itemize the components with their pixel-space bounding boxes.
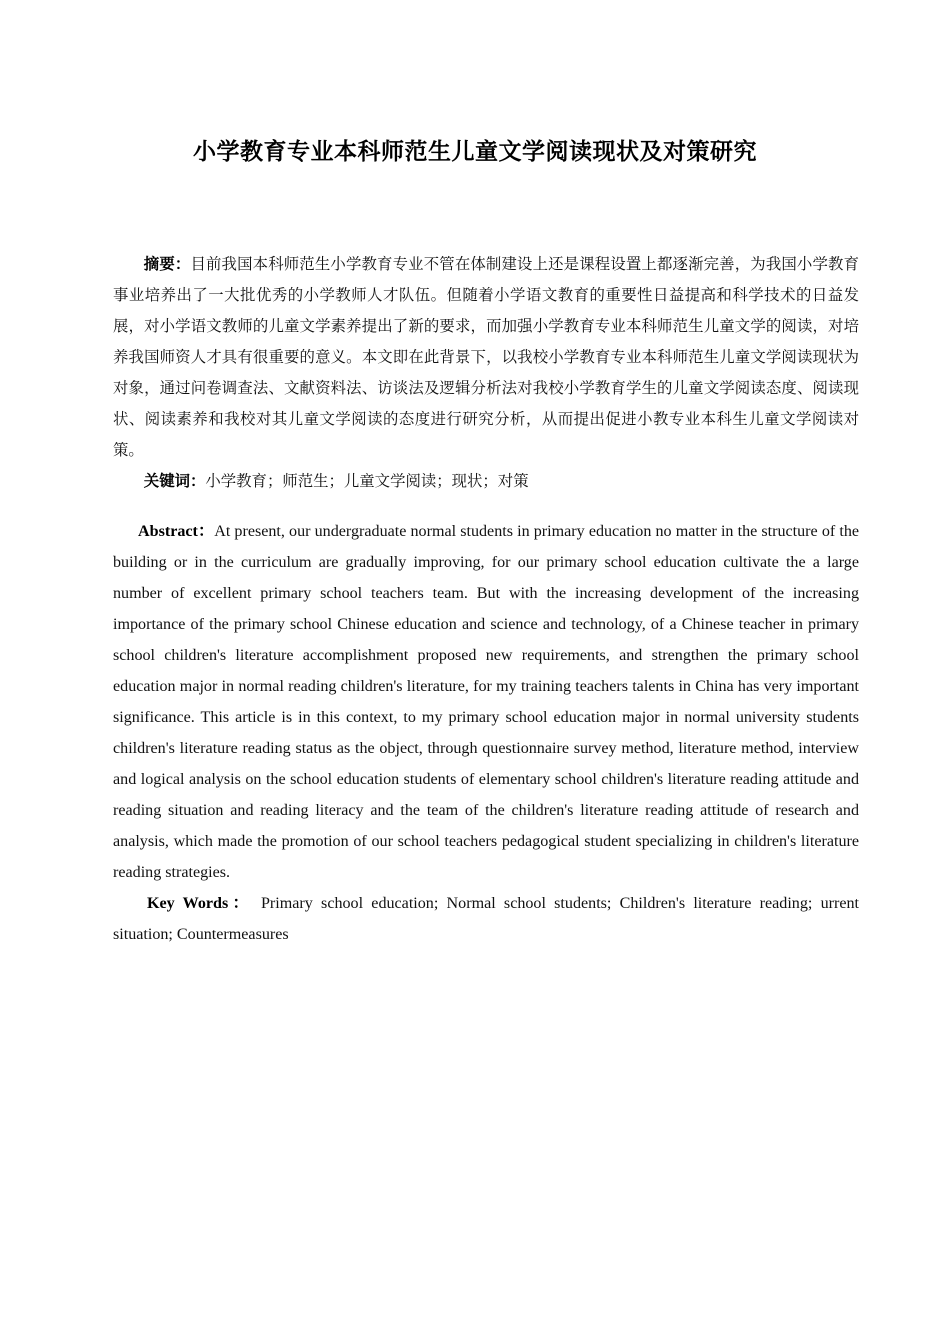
english-abstract-label: Abstract： (138, 523, 215, 540)
chinese-keywords-paragraph (113, 466, 859, 497)
english-keywords-paragraph (113, 888, 859, 950)
chinese-abstract-label: 摘要： (143, 255, 191, 273)
chinese-abstract-section (113, 249, 859, 497)
chinese-keywords-text: 小学教育；师范生；儿童文学阅读；现状；对策 (205, 472, 529, 490)
chinese-abstract-text: 目前我国本科师范生小学教育专业不管在体制建设上还是课程设置上都逐渐完善，为我国小学教育事业培养出了一大批优秀的小学教师人才队伍。但随着小学语文教育的重要性日益提高和科学技术的日益发展，对小学语文教师的儿童文学素养提出了新的要求，而加强小学教育专业本科师范生儿童文学的阅读，对培养我国师资人才具有很重要的意义。本文即在此背景下，以我校小学教育专业本科师范生儿童文学阅读现状为对象，通过问卷调查法、文献资料法、访谈法及逻辑分析法对我校小学教育学生的儿童文学阅读态度、阅读现状、阅读素养和我校对其儿童文学阅读的态度进行研究分析，从而提出促进小教专业本科生儿童文学阅读对策。 (113, 255, 859, 459)
english-abstract-paragraph (113, 516, 859, 888)
english-abstract-text: At present, our undergraduate normal students in primary education no matter in the structure of the building or in the curriculum are gradually improving, for our primary school education cultivate the a large number of excellent primary school teachers team. But with the increasing development of the increasing importance of the primary school Chinese education and science and technology, of a Chinese teacher in primary school children's literature accomplishment proposed new requirements, and strengthen the primary school education major in normal reading children's literature, for my training teachers talents in China has very important significance. This article is in this context, to my primary school education major in normal university students children's literature reading status as the object, through questionnaire survey method, literature method, interview and logical analysis on the school education students of elementary school children's literature reading attitude and reading situation and reading literacy and the team of the children's literature reading attitude of research and analysis, which made the promotion of our school teachers pedagogical student specializing in children's literature reading strategies. (113, 523, 860, 881)
english-keywords-label: Key Words： (147, 895, 253, 912)
chinese-abstract-paragraph (113, 249, 859, 466)
document-title: 小学教育专业本科师范生儿童文学阅读现状及对策研究 (193, 139, 757, 165)
english-keywords-text: Primary school education; Normal school students; Children's literature reading; urrent situation; Countermeasures (113, 895, 860, 943)
chinese-keywords-label: 关键词： (143, 472, 206, 490)
english-abstract-section (113, 516, 859, 950)
